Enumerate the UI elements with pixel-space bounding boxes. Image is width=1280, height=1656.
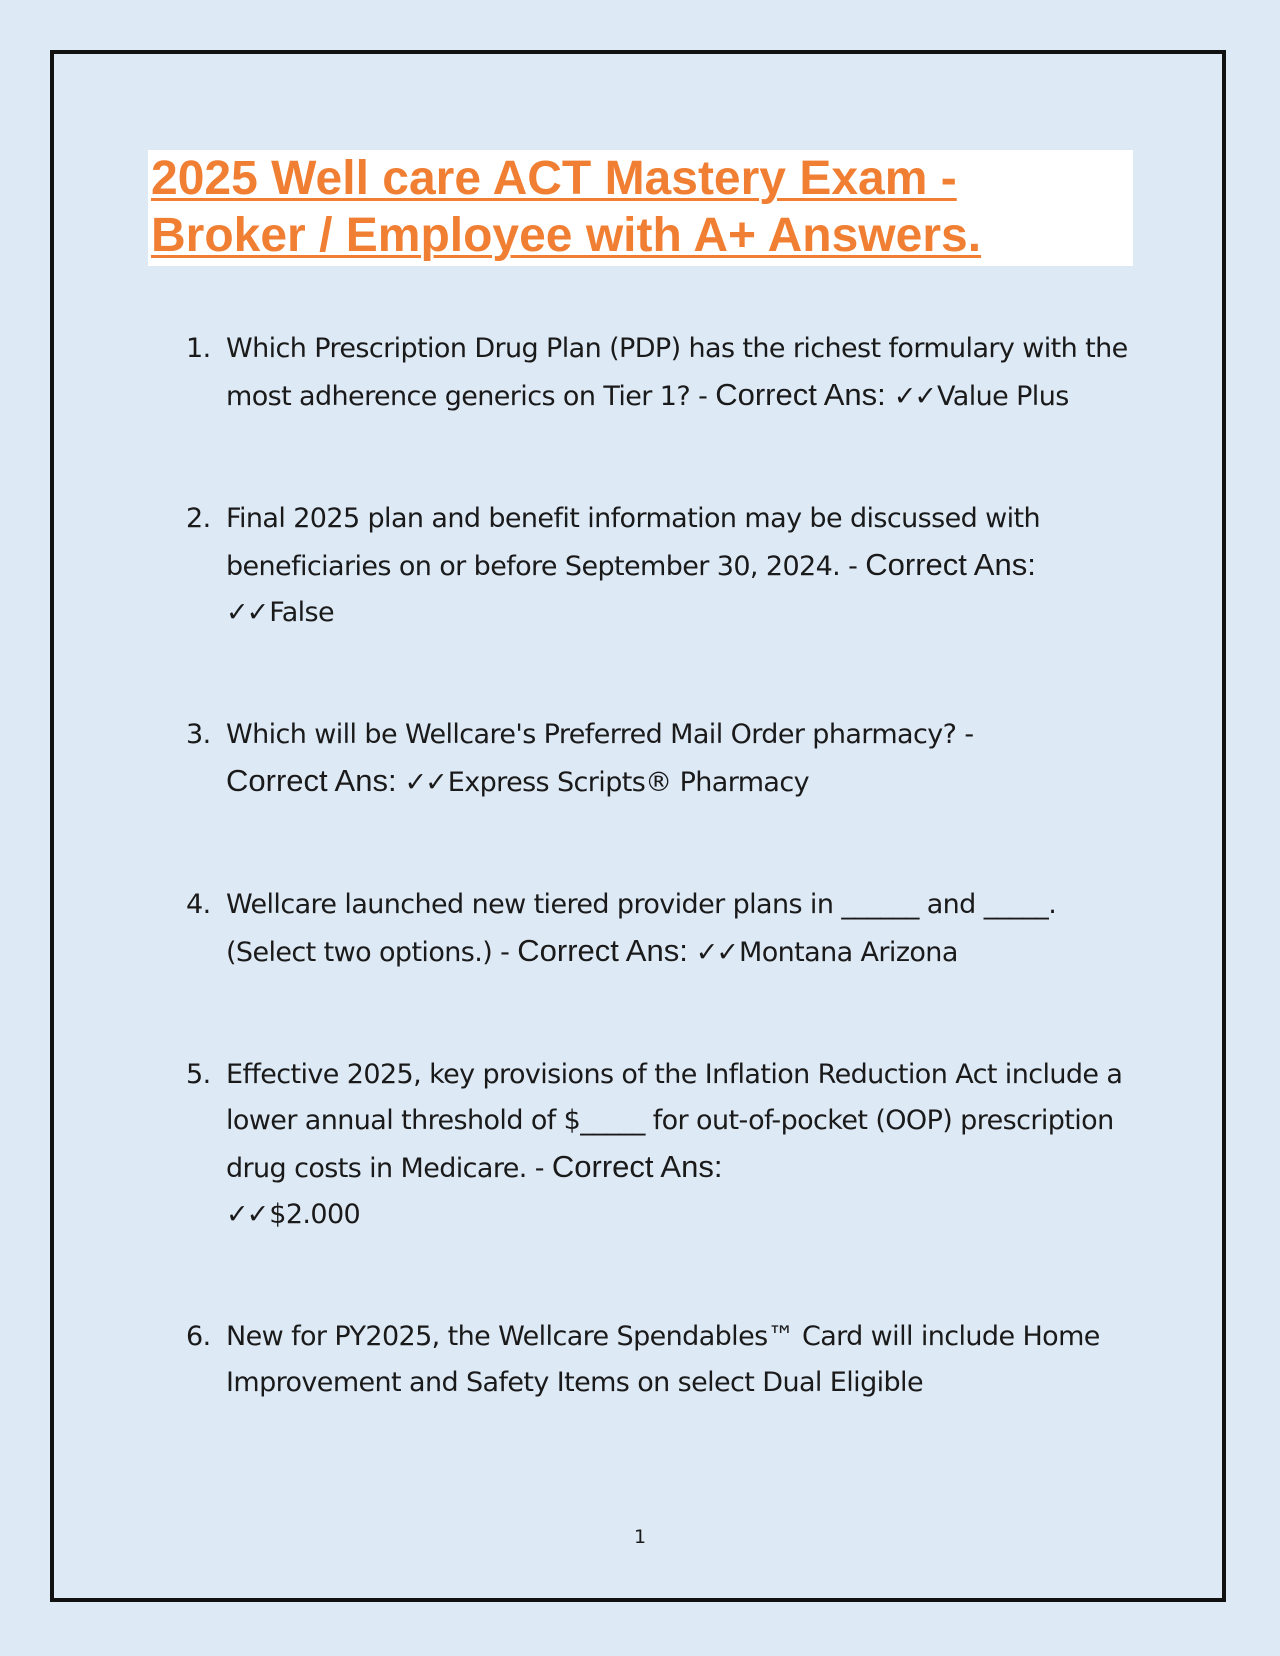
question-number: 5. [186,1059,211,1090]
question-item-2 [186,496,1146,636]
question-text: Wellcare launched new tiered provider plans in ______ and _____. (Select two options.) - [226,889,1057,968]
question-text: Which Prescription Drug Plan (PDP) has the richest formulary with the most adherence generics on Tier 1? - [226,333,1128,412]
question-number: 4. [186,889,211,920]
answer-label: Correct Ans: [715,377,886,412]
check-mark-icon: ✓✓ [226,597,268,628]
check-mark-icon: ✓✓ [893,381,935,412]
question-number: 6. [186,1321,211,1352]
question-number: 3. [186,719,211,750]
answer-text: $2.000 [269,1199,361,1230]
check-mark-icon: ✓✓ [226,1199,268,1230]
question-text: Which will be Wellcare's Preferred Mail Order pharmacy? - [226,719,974,750]
answer-text: Express Scripts® Pharmacy [447,767,810,798]
answer-label: Correct Ans: [517,933,688,968]
document-title [148,150,1133,266]
check-mark-icon: ✓✓ [695,937,738,968]
check-mark-icon: ✓✓ [404,767,446,798]
answer-text: Value Plus [937,381,1069,412]
question-number: 1. [186,333,211,364]
question-text: Effective 2025, key provisions of the Inflation Reduction Act include a lower annual threshold of $_____ for out-of-pocket (OOP) prescription drug costs in Medicare. - [226,1059,1123,1184]
question-text: Final 2025 plan and benefit information may be discussed with beneficiaries on or before September 30, 2024. - [226,503,1040,582]
title-line-1: 2025 Well care ACT Mastery Exam - [151,152,957,205]
page-number: 1 [633,1526,647,1548]
question-item-1 [186,326,1146,420]
question-item-4 [186,882,1146,976]
question-list [186,326,1146,1482]
answer-label: Correct Ans: [865,547,1036,582]
question-item-5 [186,1052,1146,1238]
answer-text: False [269,597,335,628]
answer-label: Correct Ans: [226,763,397,798]
question-number: 2. [186,503,211,534]
answer-text: Montana Arizona [739,937,958,968]
answer-label: Correct Ans: [551,1149,723,1184]
question-item-3 [186,712,1146,806]
question-text: New for PY2025, the Wellcare Spendables™ Card will include Home Improvement and Safety Items on select Dual Eligible [226,1321,1100,1398]
question-item-6 [186,1314,1146,1406]
title-line-2: Broker / Employee with A+ Answers. [151,209,982,262]
